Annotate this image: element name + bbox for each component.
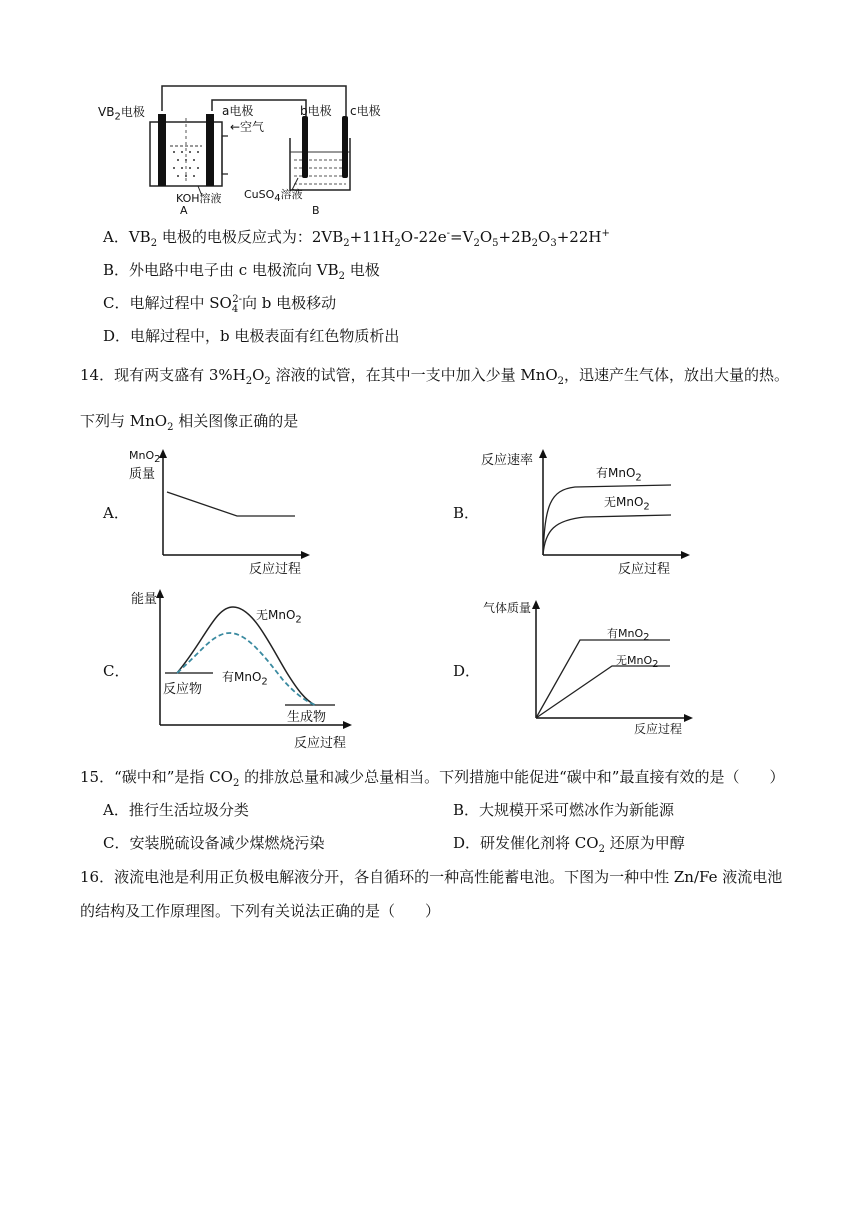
- a-electrode-label: a电极: [222, 104, 254, 118]
- q14-option-d-letter: D．: [453, 662, 481, 680]
- graph-c-xlabel: 反应过程: [294, 736, 347, 751]
- q14-option-c-letter: C．: [103, 662, 130, 680]
- q15-option-b: B．大规模开采可燃冰作为新能源: [453, 801, 675, 819]
- koh-label: KOH溶液: [176, 192, 222, 205]
- q14-option-a-letter: A．: [103, 504, 129, 522]
- graph-d-xlabel: 反应过程: [634, 722, 683, 736]
- c-electrode-label: c电极: [350, 104, 381, 118]
- graph-b-curve1-label: 有MnO$_2$: [596, 466, 642, 484]
- graph-d-curve2-label: 无MnO$_2$: [616, 654, 659, 671]
- graph-d-ylabel: 气体质量: [483, 601, 532, 615]
- q14-stem-line2: 下列与 MnO$_2$ 相关图像正确的是: [80, 412, 299, 433]
- graph-d: [520, 596, 700, 726]
- graph-b-curve-without-catalyst: [543, 515, 671, 555]
- q14-stem-line1: 14．现有两支盛有 $3\%H_2O_2$ 溶液的试管，在其中一支中加入少量 MnO$_2$，迅速产生气体，放出大量的热。: [80, 366, 790, 387]
- graph-a-ylabel2: 质量: [129, 467, 156, 482]
- graph-c-curve1-label: 无MnO$_2$: [256, 608, 302, 626]
- air-label: ←空气: [230, 120, 265, 134]
- graph-d-line-without-catalyst: [536, 666, 670, 718]
- q13-option-c: C．电解过程中 $SO_4^{2-}$向 b 电极移动: [103, 294, 337, 315]
- vb2-electrode-label: $VB_2$电极: [98, 105, 145, 123]
- graph-c-product-label: 生成物: [287, 710, 327, 725]
- cuso4-label: CuSO$_4$溶液: [244, 188, 303, 205]
- q15-option-c: C．安装脱硫设备减少煤燃烧污染: [103, 834, 325, 852]
- cell-a-label: A: [180, 204, 188, 217]
- graph-a-line: [167, 492, 295, 516]
- q16-stem-line2: 的结构及工作原理图。下列有关说法正确的是（ ）: [80, 902, 441, 920]
- graph-c-ylabel: 能量: [131, 592, 158, 607]
- b-electrode-label: b电极: [300, 104, 332, 118]
- graph-b-curve2-label: 无MnO$_2$: [604, 495, 650, 513]
- q13-option-a: A．$VB_2$ 电极的电极反应式为：$2VB_2+11H_2O-22e^-=V_2O_5+2B_2O_3+22H^+$: [103, 228, 610, 249]
- graph-a-ylabel1: MnO$_2$: [129, 449, 161, 466]
- q14-option-b-letter: B．: [453, 504, 480, 522]
- q13-option-b: B．外电路中电子由 c 电极流向 $VB_2$ 电极: [103, 261, 380, 282]
- q15-option-d: D．研发催化剂将 $CO_2$ 还原为甲醇: [453, 834, 685, 855]
- graph-b-ylabel: 反应速率: [481, 453, 534, 468]
- graph-c: [135, 585, 365, 735]
- graph-d-curve1-label: 有MnO$_2$: [607, 627, 650, 644]
- graph-a-xlabel: 反应过程: [249, 562, 302, 577]
- q13-option-d: D．电解过程中，b 电极表面有红色物质析出: [103, 327, 400, 345]
- cell-b-label: B: [312, 204, 320, 217]
- graph-c-reactant-label: 反应物: [163, 682, 203, 697]
- graph-c-curve2-label: 有MnO$_2$: [222, 670, 268, 688]
- q16-stem-line1: 16．液流电池是利用正负极电解液分开，各自循环的一种高性能蓄电池。下图为一种中性 Zn/Fe 液流电池: [80, 868, 783, 886]
- graph-b-xlabel: 反应过程: [618, 562, 671, 577]
- q15-stem: 15．“碳中和”是指 $CO_2$ 的排放总量和减少总量相当。下列措施中能促进“碳中和”最直接有效的是（ ）: [80, 768, 785, 789]
- q15-option-a: A．推行生活垃圾分类: [103, 801, 249, 819]
